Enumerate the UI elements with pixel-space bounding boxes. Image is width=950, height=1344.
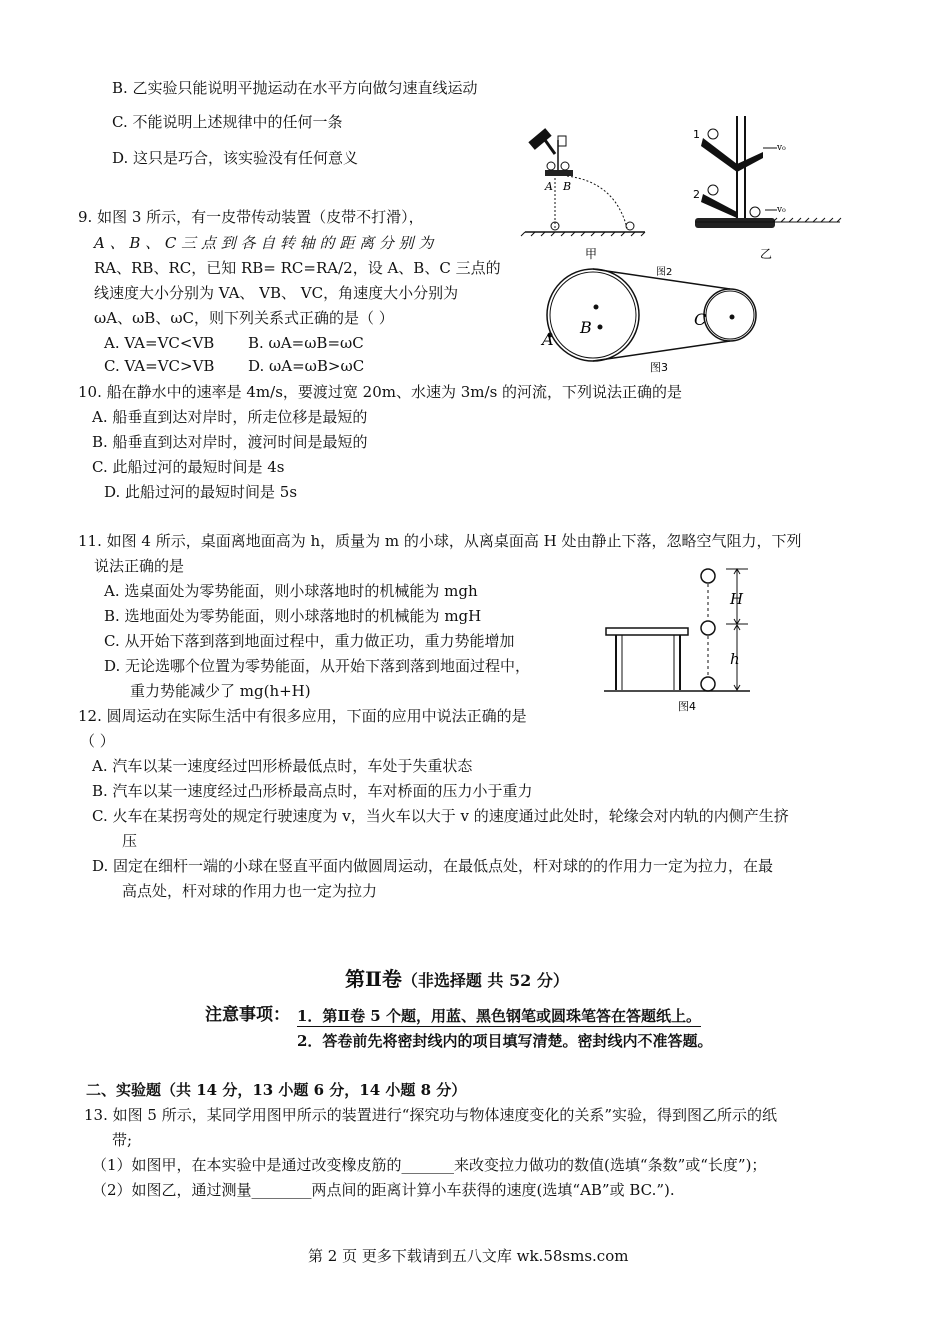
q9-stem-line5: ωA、ωB、ωC，则下列关系式正确的是（ ） <box>94 309 394 327</box>
fig3-label-b: B <box>580 318 592 337</box>
q11-option-d-line2: 重力势能减少了 mg(h+H) <box>130 682 311 700</box>
hammer-icon <box>528 128 555 154</box>
q9-option-c: C. VA=VC>VB <box>104 357 215 375</box>
q12-option-b: B. 汽车以某一速度经过凸形桥最高点时，车对桥面的压力小于重力 <box>92 782 533 800</box>
q10-option-b: B. 船垂直到达对岸时，渡河时间是最短的 <box>92 433 368 451</box>
q9-stem-line2: A 、 B 、 C 三 点 到 各 自 转 轴 的 距 离 分 别 为 <box>94 234 434 252</box>
q8-option-b: B. 乙实验只能说明平抛运动在水平方向做匀速直线运动 <box>112 79 478 97</box>
notice-1: 1．第Ⅱ卷 5 个题，用蓝、黑色钢笔或圆珠笔答在答题纸上。 <box>297 1007 701 1025</box>
q10-option-c: C. 此船过河的最短时间是 4s <box>92 458 285 476</box>
notice-2: 2．答卷前先将密封线内的项目填写清楚。密封线内不准答题。 <box>297 1032 713 1050</box>
q12-option-d-line2: 高点处，杆对球的作用力也一定为拉力 <box>122 882 378 900</box>
notice-label: 注意事项： <box>205 1005 290 1025</box>
fig3-label-a: A <box>542 330 554 349</box>
q11-stem-line1: 11. 如图 4 所示，桌面离地面高为 h，质量为 m 的小球，从离桌面高 H 处由静止下落，忽略空气阻力，下列 <box>78 532 802 550</box>
figure-4-diagram <box>600 562 760 712</box>
experiment-heading: 二、实验题（共 14 分，13 小题 6 分，14 小题 8 分） <box>86 1081 467 1099</box>
fig2-label-a: A <box>545 180 553 193</box>
fig2-label-v0-bottom: v₀ <box>777 205 786 215</box>
fig2-label-1: 1 <box>693 128 700 141</box>
q11-stem-line2: 说法正确的是 <box>94 557 185 575</box>
q9-stem-line4: 线速度大小分别为 VA、 VB、 VC，角速度大小分别为 <box>94 284 459 302</box>
q9-stem-line3: RA、RB、RC，已知 RB= RC=RA/2，设 A、B、C 三点的 <box>94 259 501 277</box>
q9-option-a: A. VA=VC<VB <box>104 334 215 352</box>
q10-option-d: D. 此船过河的最短时间是 5s <box>104 483 298 501</box>
fig3-caption: 图3 <box>650 361 668 374</box>
q12-option-c-line2: 压 <box>122 832 138 850</box>
q11-option-b: B. 选地面处为零势能面，则小球落地时的机械能为 mgH <box>104 607 482 625</box>
fig2-caption: 图2 <box>656 267 673 278</box>
q9-stem-line1: 9. 如图 3 所示，有一皮带传动装置（皮带不打滑）， <box>78 208 424 226</box>
q10-option-a: A. 船垂直到达对岸时，所走位移是最短的 <box>92 408 368 426</box>
q13-sub-2: （2）如图乙，通过测量________两点间的距离计算小车获得的速度(选填“AB”或 BC.”). <box>92 1181 675 1199</box>
q13-stem-line1: 13. 如图 5 所示，某同学用图甲所示的装置进行“探究功与物体速度变化的关系”实验，得到图乙所示的纸 <box>84 1106 778 1124</box>
fig4-caption: 图4 <box>678 700 696 712</box>
q13-sub-1: （1）如图甲，在本实验中是通过改变橡皮筋的_______来改变拉力做功的数值(选填“条数”或“长度”)； <box>92 1156 767 1174</box>
q11-option-c: C. 从开始下落到落到地面过程中，重力做正功，重力势能增加 <box>104 632 515 650</box>
page-footer: 第 2 页 更多下载请到五八文库 wk.58sms.com <box>308 1247 629 1265</box>
figure-2-diagram <box>515 112 845 262</box>
q8-option-d: D. 这只是巧合，该实验没有任何意义 <box>112 149 359 167</box>
fig2-label-b: B <box>563 180 572 193</box>
q12-stem-line2: （ ） <box>80 732 115 750</box>
q8-option-c: C. 不能说明上述规律中的任何一条 <box>112 113 343 131</box>
fig3-label-c: C <box>694 310 707 329</box>
figure-3-diagram <box>538 265 778 375</box>
q12-stem-line1: 12. 圆周运动在实际生活中有很多应用，下面的应用中说法正确的是 <box>78 707 527 725</box>
fig2-label-v0-top: v₀ <box>777 143 786 153</box>
fig4-label-H: H <box>730 590 744 608</box>
q12-option-d-line1: D. 固定在细杆一端的小球在竖直平面内做圆周运动，在最低点处，杆对球的的作用力一定为拉力，在最 <box>92 857 774 875</box>
q9-option-b: B. ωA=ωB=ωC <box>248 334 364 352</box>
q9-option-d: D. ωA=ωB>ωC <box>248 357 365 375</box>
q10-stem: 10. 船在静水中的速率是 4m/s，要渡过宽 20m、水速为 3m/s 的河流，下列说法正确的是 <box>78 383 683 401</box>
q11-option-d-line1: D. 无论选哪个位置为零势能面，从开始下落到落到地面过程中， <box>104 657 531 675</box>
q11-option-a: A. 选桌面处为零势能面，则小球落地时的机械能为 mgh <box>104 582 478 600</box>
section-2-title-text: 第Ⅱ卷 <box>345 967 402 991</box>
fig2-label-jia: 甲 <box>585 247 598 261</box>
fig4-label-h: h <box>730 650 740 668</box>
q12-option-c-line1: C. 火车在某拐弯处的规定行驶速度为 v，当火车以大于 v 的速度通过此处时，轮缘会对内轨的内侧产生挤 <box>92 807 789 825</box>
section-2-title <box>345 966 569 994</box>
section-2-subtitle: （非选择题 共 52 分） <box>401 971 569 990</box>
q12-option-a: A. 汽车以某一速度经过凹形桥最低点时，车处于失重状态 <box>92 757 473 775</box>
fig2-label-2: 2 <box>693 188 700 201</box>
fig2-label-yi: 乙 <box>760 247 773 261</box>
q13-stem-line2: 带; <box>112 1131 133 1149</box>
